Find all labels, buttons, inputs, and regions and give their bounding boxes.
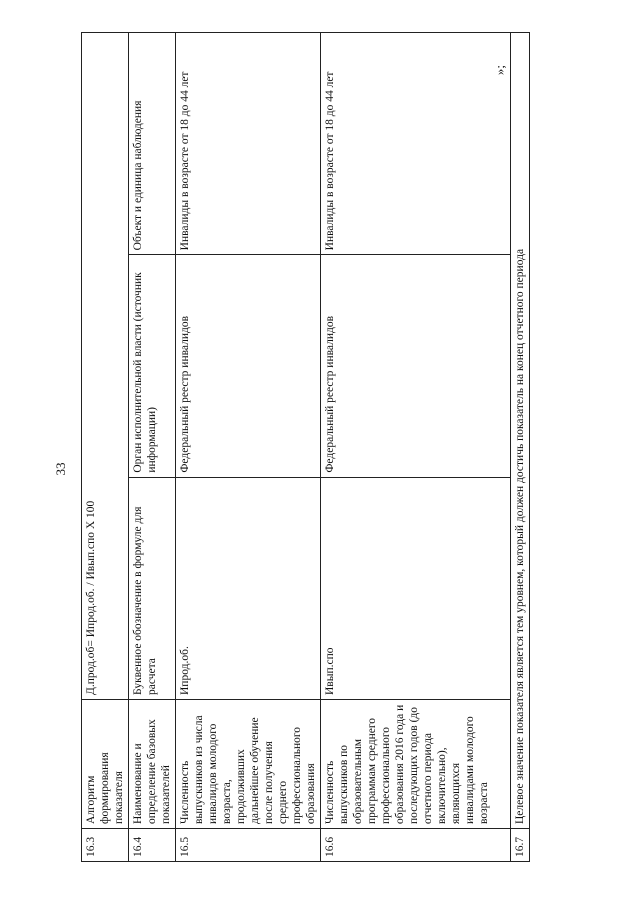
row-number: 16.7 <box>511 829 530 862</box>
indicator-name: Численность выпускников из числа инвалидов молодого возраста, продолживших дальнейшее обучение после получения среднего профессионального образования <box>176 700 321 829</box>
row-number: 16.6 <box>321 829 511 862</box>
table-row-16-6 <box>321 33 511 862</box>
header-name: Наименование и определение базовых показателей <box>129 700 176 829</box>
indicator-table <box>81 32 530 862</box>
table-row-16-4 <box>129 33 176 862</box>
indicator-source: Федеральный реестр инвалидов <box>321 255 511 477</box>
page-number: 33 <box>53 462 68 476</box>
indicator-object: Инвалиды в возрасте от 18 до 44 лет <box>176 33 321 255</box>
indicator-object: Инвалиды в возрасте от 18 до 44 лет <box>321 33 511 255</box>
indicator-source: Федеральный реестр инвалидов <box>176 255 321 477</box>
header-source: Орган исполнительной власти (источник информации) <box>129 255 176 477</box>
header-object: Объект и единица наблюдения <box>129 33 176 255</box>
indicator-symbol: Ивып.спо <box>321 477 511 699</box>
row-number: 16.4 <box>129 829 176 862</box>
formula-cell: Д.прод.об= Ипрод.об. / Ивып.спо Х 100 <box>82 33 129 700</box>
row-label: Алгоритм формирования показателя <box>82 700 129 829</box>
table-row-16-5 <box>176 33 321 862</box>
row-number: 16.5 <box>176 829 321 862</box>
target-value-note: Целевое значение показателя является тем уровнем, который должен достичь показатель на конец отчетного периода <box>511 33 530 829</box>
closing-quote-mark: »; <box>492 64 508 76</box>
table-row-16-7 <box>511 33 530 862</box>
header-symbol: Буквенное обозначение в формуле для расчета <box>129 477 176 699</box>
indicator-symbol: Ипрод.об. <box>176 477 321 699</box>
table-row-16-3 <box>82 33 129 862</box>
indicator-name: Численность выпускников по образовательным программам среднего профессионального образования 2016 года и последующих годов (до отчетного периода включительно), являющихся инвалидами молодого возраста <box>321 700 511 829</box>
row-number: 16.3 <box>82 829 129 862</box>
indicator-table-frame <box>81 32 526 862</box>
